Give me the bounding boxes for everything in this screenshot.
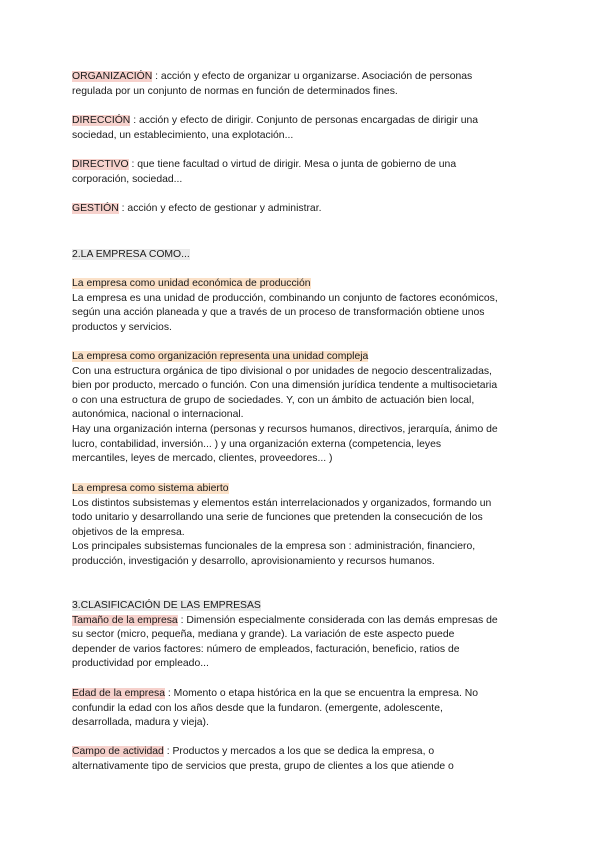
definition-text: : acción y efecto de gestionar y administrar.: [118, 203, 322, 214]
block-line: o con una estructura de grupo de sociedades. Y, con un ámbito de actuación bien local,: [72, 394, 475, 406]
block-line: mercantiles, leyes de mercado, clientes, proveedores... ): [72, 453, 333, 465]
block-line: Los principales subsistemas funcionales de la empresa son : administración, financiero,: [72, 541, 476, 553]
item-text: : Momento o etapa histórica en la que se encuentra la empresa. No: [165, 688, 479, 699]
block-line: según una acción planeada y que a través de un proceso de transformación obtiene unos: [72, 307, 485, 319]
block-organizacion-compleja: [72, 350, 532, 467]
item-line: confundir la edad con los años desde que la fundaron. (emergente, adolescente,: [72, 702, 443, 714]
definition-text: : que tiene facultad o virtud de dirigir. Mesa o junta de gobierno de una: [128, 159, 457, 170]
item-text: : Dimensión especialmente considerada con las demás empresas de: [177, 614, 498, 626]
item-line: su sector (micro, pequeña, mediana y grande). La variación de este aspecto puede: [72, 629, 455, 641]
definition-gestion: [72, 202, 532, 217]
block-line: productos y servicios.: [72, 321, 172, 333]
section-2-heading: [72, 248, 532, 263]
term-campo: Campo de actividad: [72, 746, 164, 757]
item-line: alternativamente tipo de servicios que presta, grupo de clientes a los que atiende o: [72, 760, 454, 772]
term-directivo: DIRECTIVO: [72, 159, 129, 170]
section-heading: 2.LA EMPRESA COMO...: [72, 249, 190, 260]
definition-organizacion: [72, 70, 532, 99]
item-text: : Productos y mercados a los que se dedica la empresa, o: [163, 746, 435, 757]
block-line: bien por producto, mercado o función. Con una dimensión jurídica tendente a multisocietaria: [72, 380, 498, 392]
block-line: Hay una organización interna (personas y recursos humanos, directivos, jerarquía, ánimo de: [72, 423, 498, 435]
block-line: La empresa es una unidad de producción, combinando un conjunto de factores económicos,: [72, 292, 498, 304]
block-unidad-economica: [72, 277, 532, 335]
item-edad: [72, 687, 532, 731]
block-line: producción, investigación y desarrollo, aprovisionamiento y recursos humanos.: [72, 555, 435, 567]
term-organizacion: ORGANIZACIÓN: [72, 71, 153, 82]
item-line: productividad por empleado...: [72, 658, 209, 670]
block-sistema-abierto: [72, 482, 532, 570]
block-line: Con una estructura orgánica de tipo divisional o por unidades de negocio descentralizadas,: [72, 365, 492, 377]
item-line: desarrollada, madura y vieja).: [72, 717, 209, 729]
term-gestion: GESTIÓN: [72, 203, 119, 214]
definition-text: corporación, sociedad...: [72, 173, 183, 185]
block-title: La empresa como unidad económica de producción: [72, 278, 311, 289]
definition-text: sociedad, un establecimiento, una explotación...: [72, 129, 294, 141]
block-line: lucro, contabilidad, inversión... ) y una organización externa (competencia, leyes: [72, 438, 442, 450]
item-line: depender de varios factores: número de empleados, facturación, beneficio, ratios de: [72, 643, 460, 655]
definition-text: regulada por un conjunto de normas en función de determinados fines.: [72, 85, 398, 97]
item-campo: [72, 745, 532, 774]
definition-text: : acción y efecto de dirigir. Conjunto de personas encargadas de dirigir una: [130, 115, 479, 126]
definition-text: : acción y efecto de organizar u organizarse. Asociación de personas: [152, 71, 473, 82]
block-title: La empresa como organización representa una unidad compleja: [72, 351, 369, 362]
term-tamano: Tamaño de la empresa: [72, 614, 178, 626]
section-heading: 3.CLASIFICACIÓN DE LAS EMPRESAS: [72, 600, 261, 611]
block-line: todo unitario y desarrollando una serie de funciones que pretenden la consecución de los: [72, 512, 483, 524]
term-edad: Edad de la empresa: [72, 688, 165, 699]
block-line: Los distintos subsistemas y elementos están interrelacionados y organizados, formando un: [72, 497, 492, 509]
section-3: [72, 599, 532, 672]
definition-direccion: [72, 114, 532, 143]
block-line: objetivos de la empresa.: [72, 526, 185, 538]
block-line: autonómica, nacional o internacional.: [72, 409, 244, 421]
definition-directivo: [72, 158, 532, 187]
block-title: La empresa como sistema abierto: [72, 483, 229, 494]
term-direccion: DIRECCIÓN: [72, 115, 131, 126]
